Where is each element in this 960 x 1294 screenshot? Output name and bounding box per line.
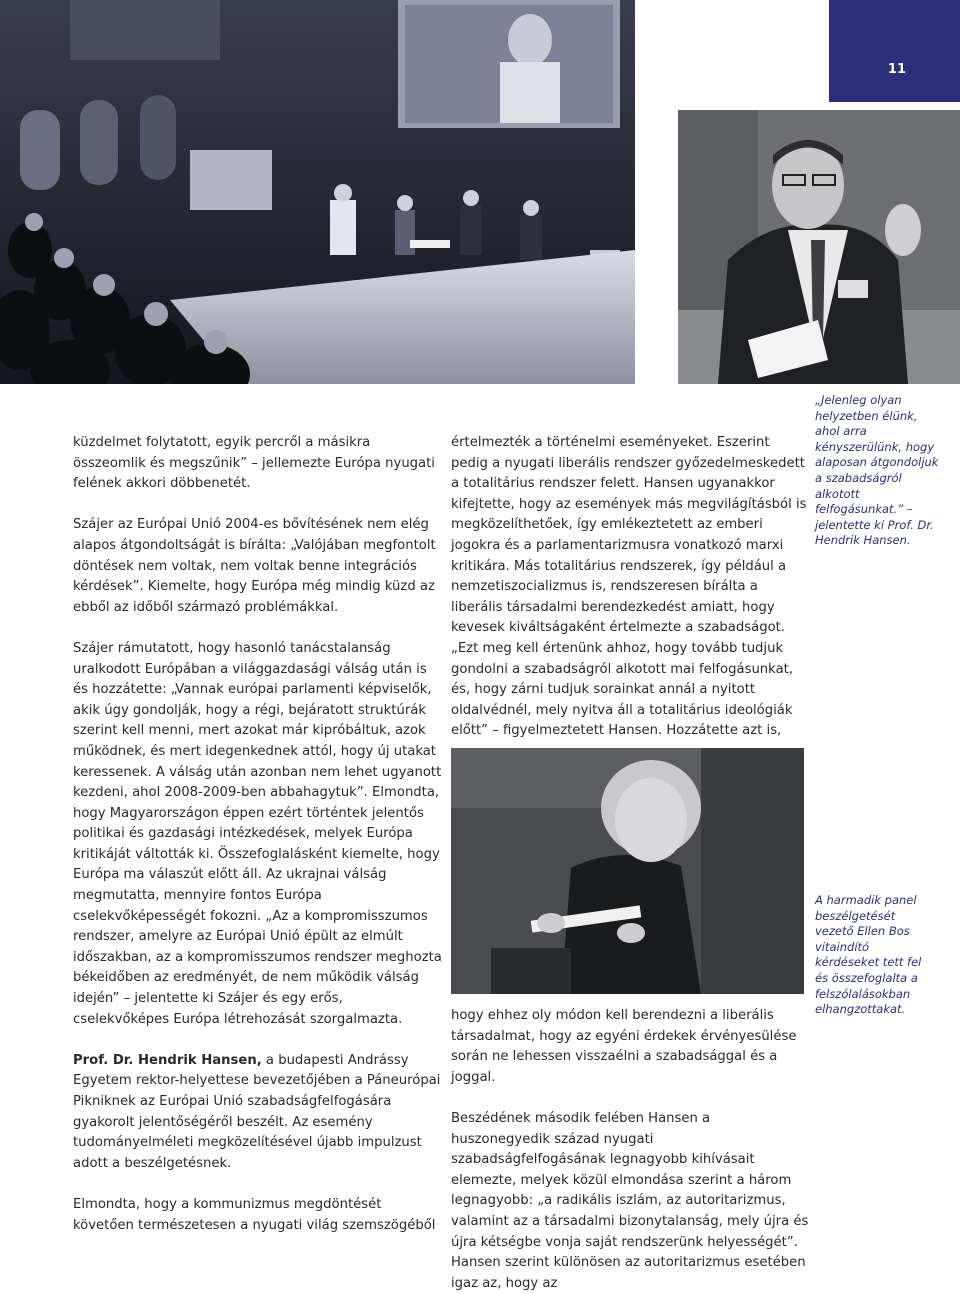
paragraph: értelmezték a történelmi eseményeket. Eszerint pedig a nyugati liberális rendszer győzedelmeskedett a totalitárius rendszer felett. Hansen ugyanakkor kifejtette, hogy az események más megvilágításból is megközelíthetőek, így emlékeztetett az emberi jogokra és a parlamentarizmusra vonatkozó marxi kritikára. Más totalitárius rendszerek, így például a nemzetiszocializmus is, rendszeresen bírálta a liberális társadalmi berendezkedést amiatt, hogy kevesek kiváltságaként értelmezte a szabadságot. „Ezt meg kell értenünk ahhoz, hogy tovább tudjuk gondolni a szabadságról alkotott mai felfogásunkat, és, hogy zárni tudjuk sorainkat annál a nyitott oldalvédnél, mely nyitva áll a totalitárius ideológiák előtt” – figyelmeztetett Hansen. Hozzátette azt is,: [451, 435, 807, 739]
conference-hall-photo: [0, 0, 635, 384]
paragraph: Elmondta, hogy a kommunizmus megdöntését követően természetesen a nyugati világ szemszögéből: [73, 1196, 436, 1233]
pull-quote: „Jelenleg olyan helyzetben élünk, ahol arra kényszerülünk, hogy alaposan átgondoljuk a szabadságról alkotott felfogásunkat.” – jelentette ki Prof. Dr. Hendrik Hansen.: [815, 393, 939, 548]
paragraph: küzdelmet folytatott, egyik percről a másikra összeomlik és megszűnik” – jellemezte Európa nyugati felének akkori döbbenetét.: [73, 435, 435, 492]
article-column-left: [73, 433, 443, 1236]
moderator-photo: [451, 748, 804, 994]
conference-hall-image: [0, 0, 635, 384]
photo-caption: A harmadik panel beszélgetését vezető Ellen Bos vitaindító kérdéseket tett fel és összefoglalta a felszólalásokban elhangzottakat.: [815, 893, 922, 1017]
article-column-middle-top: [451, 433, 807, 742]
speaker-name: Prof. Dr. Hendrik Hansen,: [73, 1052, 262, 1068]
paragraph-text: a budapesti Andrássy Egyetem rektor-helyettese bevezetőjében a Páneurópai Pikniknek az Európai Unió szabadságfelfogására gyakorolt jelentőségéről beszélt. Az esemény tudományelméleti megközelítésével újabb impulzust adott a beszélgetésnek.: [73, 1052, 441, 1171]
page-number: 11: [887, 62, 906, 77]
page-number-tab: [829, 0, 960, 102]
paragraph: [73, 1051, 443, 1175]
paragraph: Beszédének második felében Hansen a huszonegyedik század nyugati szabadságfelfogásának legnagyobb kihívásait elemezte, melyek közül elmondása szerint a három legnagyobb: „a radikális iszlám, az autoritarizmus, valamint az a társadalmi bizonytalanság, mely újra és újra kétségbe vonja saját rendszerünk helyességét”. Hansen szerint különösen az autoritarizmus esetében igaz az, hogy az: [451, 1110, 809, 1291]
paragraph: Szájer az Európai Unió 2004-es bővítésének nem elég alapos átgondoltságát is bírálta: „Valójában megfontolt döntések nem voltak, nem voltak benne integrációs kérdések”. Kiemelte, hogy Európa még mindig küzd az ebből az időből származó problémákkal.: [73, 517, 436, 615]
paragraph: Szájer rámutatott, hogy hasonló tanácstalanság uralkodott Európában a világgazdasági válság után is és hozzátette: „Vannak európai parlamenti képviselők, akik úgy gondolják, hogy a régi, bejáratott struktúrák szerint kell menni, mert azokat már kipróbáltuk, azok működnek, és mert idegenkednek attól, hogy új utakat keressenek. A válság után azonban nem lehet ugyanott kezdeni, ahol 2008-2009-ben abbahagytuk”. Elmondta, hogy Magyarországon éppen ezért történtek jelentős politikai és gazdasági intézkedések, melyek Európa kritikáját váltották ki. Összefoglalásként kiemelte, hogy Európa ma válaszút előtt áll. Az ukrajnai válság megmutatta, mennyire fontos Európa cselekvőképességét fokozni. „Az a kompromisszumos rendszer, amelyre az Európai Unió épült az elmúlt időszakban, az a kompromisszumos rendszer meghozta békeidőben az eredményét, de nem működik válság idején” – jelentette ki Szájer és egy erős, cselekvőképes Európa létrehozását szorgalmazta.: [73, 640, 442, 1027]
moderator-image: [451, 748, 804, 994]
paragraph: hogy ehhez oly módon kell berendezni a liberális társadalmat, hogy az egyéni érdekek érvényesülése során ne lehessen visszaélni a szabadsággal és a joggal.: [451, 1008, 797, 1085]
article-column-middle-bottom: [451, 1006, 811, 1294]
speaker-image: [678, 110, 960, 384]
speaker-photo: [678, 110, 960, 384]
